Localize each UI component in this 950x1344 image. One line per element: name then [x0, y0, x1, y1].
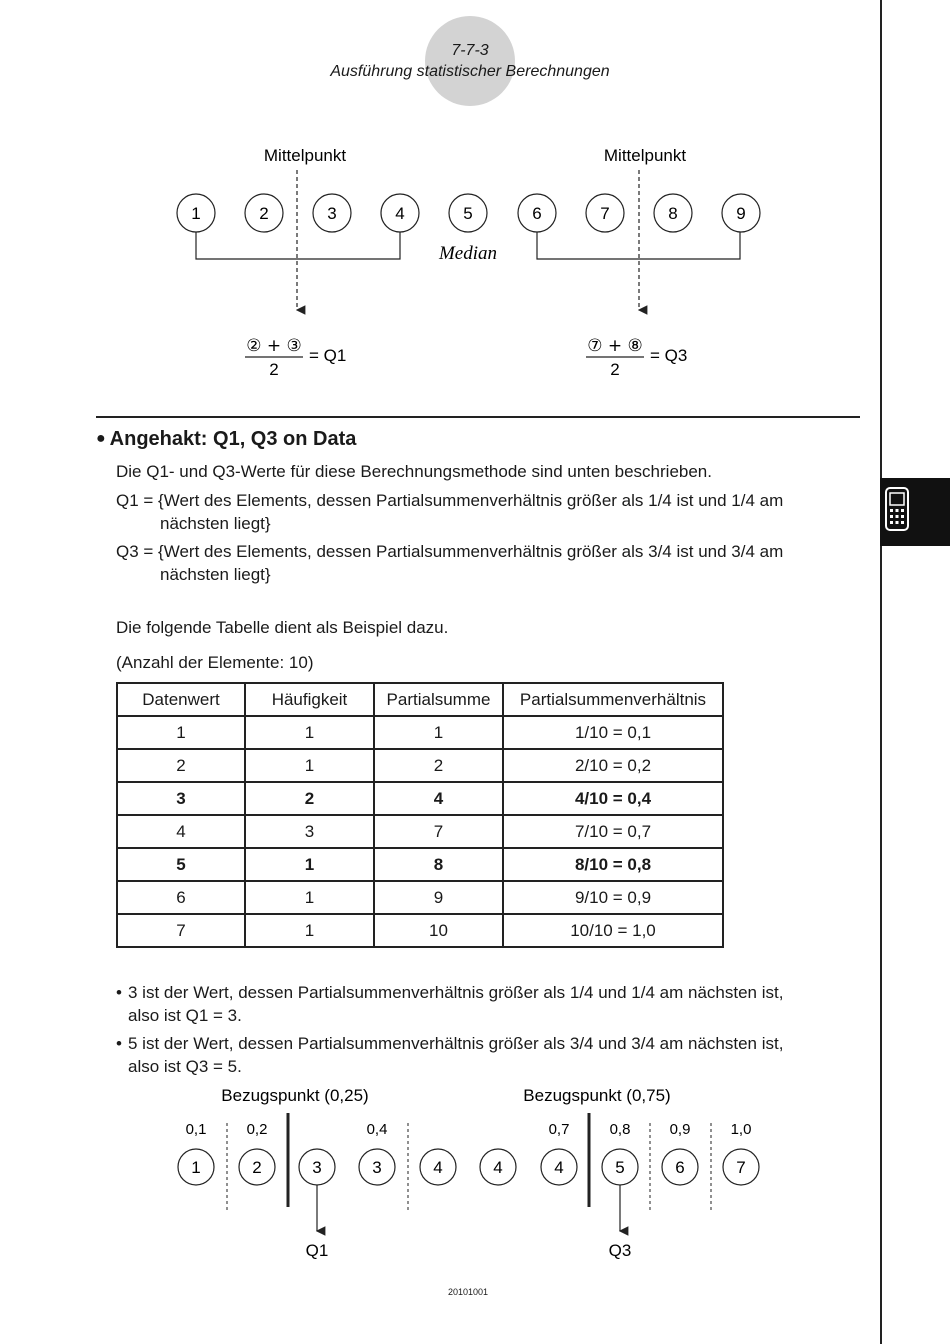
- table-cell: 1: [245, 749, 374, 782]
- svg-text:4: 4: [395, 204, 405, 223]
- bottom-circle: [239, 1149, 275, 1185]
- table-header-cell: Partialsumme: [374, 683, 503, 716]
- reference-point-diagram: [0, 1075, 880, 1275]
- reference-label-q3: Bezugspunkt (0,75): [523, 1086, 671, 1105]
- table-cell: 7: [117, 914, 245, 947]
- svg-text:8: 8: [668, 204, 678, 223]
- table-cell: 4/10 = 0,4: [503, 782, 723, 815]
- svg-text:4: 4: [433, 1158, 443, 1177]
- bottom-circle: [602, 1149, 638, 1185]
- table-cell: 9: [374, 881, 503, 914]
- top-circle: [518, 194, 556, 232]
- svg-text:3: 3: [372, 1158, 382, 1177]
- bottom-circle: [480, 1149, 516, 1185]
- ratio-label: 0,2: [246, 1121, 268, 1138]
- q3-definition: Q3 = {Wert des Elements, dessen Partialsummenverhältnis größer als 3/4 ist und 3/4 am nächsten liegt}: [116, 542, 784, 584]
- table-row: [117, 881, 723, 914]
- page-number: 7-7-3: [451, 42, 489, 59]
- table-row: [117, 815, 723, 848]
- top-circle: [449, 194, 487, 232]
- intro-text: Die Q1- und Q3-Werte für diese Berechnungsmethode sind unten beschrieben.: [116, 462, 712, 481]
- svg-text:6: 6: [532, 204, 542, 223]
- bottom-circle: [178, 1149, 214, 1185]
- midpoint-label-right: Mittelpunkt: [603, 146, 687, 165]
- svg-text:7: 7: [600, 204, 610, 223]
- svg-text:9: 9: [736, 204, 746, 223]
- table-row: [117, 716, 723, 749]
- table-cell: 1: [117, 716, 245, 749]
- table-cell: 1: [245, 848, 374, 881]
- partial-sum-table: [116, 682, 724, 948]
- bullet-dot-icon: •: [116, 1034, 122, 1053]
- top-circle: [654, 194, 692, 232]
- table-header-cell: Häufigkeit: [245, 683, 374, 716]
- svg-text:2: 2: [259, 204, 269, 223]
- table-row-highlighted: [117, 782, 723, 815]
- ratio-label: 1,0: [730, 1121, 752, 1138]
- table-cell: 1: [245, 914, 374, 947]
- median-quartile-diagram: [0, 0, 880, 400]
- table-header-cell: Datenwert: [117, 683, 245, 716]
- table-cell: 1: [245, 881, 374, 914]
- footer-code: 20101001: [447, 1287, 489, 1297]
- table-cell: 3: [117, 782, 245, 815]
- lower-half-bracket: [196, 232, 400, 259]
- table-cell: 1/10 = 0,1: [503, 716, 723, 749]
- table-row-highlighted: [117, 848, 723, 881]
- table-cell: 2/10 = 0,2: [503, 749, 723, 782]
- svg-text:4: 4: [554, 1158, 564, 1177]
- heading-bullet-icon: ●: [96, 430, 106, 447]
- element-count-text: (Anzahl der Elemente: 10): [116, 653, 314, 672]
- bullet-q3-explanation: • 5 ist der Wert, dessen Partialsummenverhältnis größer als 3/4 und 3/4 am nächsten ist, also ist Q3 = 5.: [116, 1034, 784, 1076]
- svg-text:5: 5: [463, 204, 473, 223]
- table-row: [117, 749, 723, 782]
- q1-definition: Q1 = {Wert des Elements, dessen Partialsummenverhältnis größer als 1/4 ist und 1/4 am nächsten liegt}: [116, 491, 784, 533]
- calculator-icon: [880, 478, 950, 546]
- bottom-circle: [541, 1149, 577, 1185]
- bottom-circle: [723, 1149, 759, 1185]
- svg-text:3: 3: [312, 1158, 322, 1177]
- q3-formula-numerator: ⑦ + ⑧: [587, 336, 643, 356]
- table-header-row: [117, 683, 723, 716]
- table-cell: 7: [374, 815, 503, 848]
- table-cell: 6: [117, 881, 245, 914]
- ratio-label: 0,1: [185, 1121, 207, 1138]
- svg-text:4: 4: [493, 1158, 503, 1177]
- bottom-circle: [359, 1149, 395, 1185]
- top-circle: [586, 194, 624, 232]
- svg-text:7: 7: [736, 1158, 746, 1177]
- table-cell: 8/10 = 0,8: [503, 848, 723, 881]
- table-cell: 1: [245, 716, 374, 749]
- table-cell: 10/10 = 1,0: [503, 914, 723, 947]
- table-cell: 1: [374, 716, 503, 749]
- q3-formula-result: = Q3: [650, 346, 688, 365]
- section-heading: ● Angehakt: Q1, Q3 on Data: [96, 428, 357, 450]
- ratio-label: 0,8: [609, 1121, 631, 1138]
- table-header-cell: Partialsummenverhältnis: [503, 683, 723, 716]
- table-cell: 5: [117, 848, 245, 881]
- svg-text:5: 5: [615, 1158, 625, 1177]
- table-cell: 9/10 = 0,9: [503, 881, 723, 914]
- table-row: [117, 914, 723, 947]
- q1-formula-numerator: ② + ③: [246, 336, 302, 356]
- table-cell: 2: [245, 782, 374, 815]
- q3-formula-denominator: 2: [610, 360, 620, 379]
- ratio-label: 0,7: [548, 1121, 570, 1138]
- svg-text:1: 1: [191, 1158, 201, 1177]
- median-label: Median: [438, 243, 498, 264]
- page-title: Ausführung statistischer Berechnungen: [330, 63, 610, 80]
- q1-result-label: Q1: [305, 1241, 329, 1260]
- svg-text:6: 6: [675, 1158, 685, 1177]
- bullet-dot-icon: •: [116, 983, 122, 1002]
- table-cell: 3: [245, 815, 374, 848]
- chapter-tab: [880, 478, 950, 546]
- reference-label-q1: Bezugspunkt (0,25): [221, 1086, 369, 1105]
- bottom-circle: [662, 1149, 698, 1185]
- q3-result-label: Q3: [608, 1241, 632, 1260]
- ratio-label: 0,4: [366, 1121, 388, 1138]
- svg-text:1: 1: [191, 204, 201, 223]
- top-circle: [722, 194, 760, 232]
- svg-text:3: 3: [327, 204, 337, 223]
- top-circle: [245, 194, 283, 232]
- top-circle: [177, 194, 215, 232]
- svg-text:2: 2: [252, 1158, 262, 1177]
- table-cell: 8: [374, 848, 503, 881]
- top-circle: [313, 194, 351, 232]
- table-cell: 2: [374, 749, 503, 782]
- table-intro-text: Die folgende Tabelle dient als Beispiel dazu.: [116, 618, 449, 637]
- table-cell: 4: [117, 815, 245, 848]
- q1-formula-denominator: 2: [269, 360, 279, 379]
- top-circle: [381, 194, 419, 232]
- table-cell: 2: [117, 749, 245, 782]
- midpoint-label-left: Mittelpunkt: [263, 146, 347, 165]
- bottom-circle: [299, 1149, 335, 1185]
- margin-rule: [880, 0, 882, 1344]
- table-cell: 10: [374, 914, 503, 947]
- ratio-label: 0,9: [669, 1121, 691, 1138]
- table-cell: 7/10 = 0,7: [503, 815, 723, 848]
- section-divider: [96, 416, 860, 418]
- q1-formula-result: = Q1: [309, 346, 347, 365]
- bottom-circle: [420, 1149, 456, 1185]
- table-cell: 4: [374, 782, 503, 815]
- bullet-q1-explanation: • 3 ist der Wert, dessen Partialsummenverhältnis größer als 1/4 und 1/4 am nächsten ist, also ist Q1 = 3.: [116, 983, 784, 1025]
